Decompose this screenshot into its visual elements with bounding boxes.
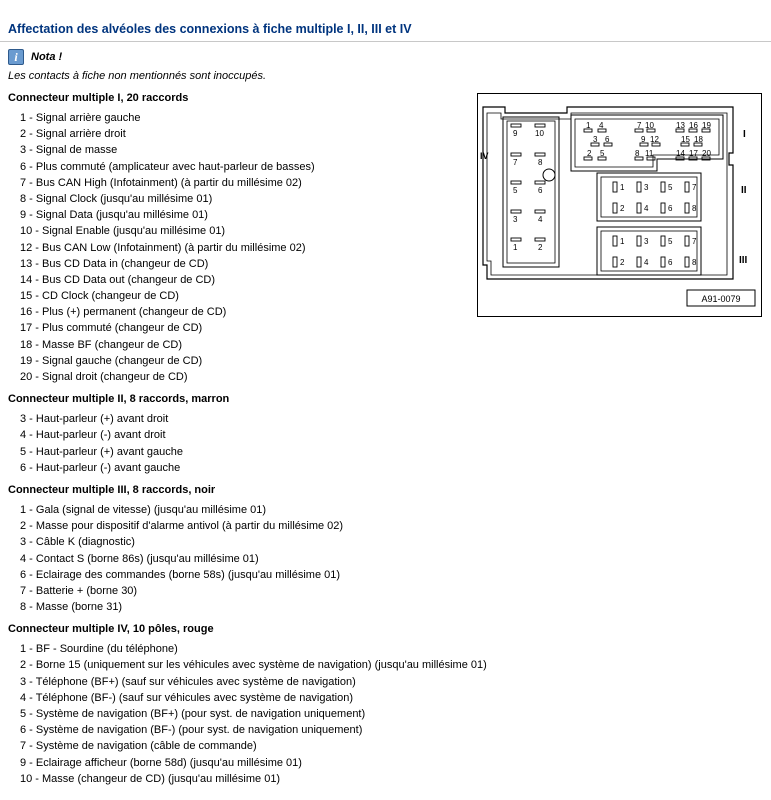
pin-label: 2 bbox=[587, 149, 592, 158]
label-connector-iii: III bbox=[739, 255, 748, 266]
pin-label: 18 bbox=[694, 135, 703, 144]
pin-label: 5 bbox=[513, 186, 518, 195]
pin-label: 12 bbox=[650, 135, 659, 144]
list-item: 3 - Signal de masse bbox=[20, 144, 118, 157]
pin-label: 20 bbox=[702, 149, 711, 158]
pin-label: 3 bbox=[513, 215, 518, 224]
pin-label: 17 bbox=[689, 149, 698, 158]
pin-label: 1 bbox=[586, 121, 591, 130]
pin-label: 1 bbox=[620, 183, 625, 192]
title-divider bbox=[0, 41, 771, 42]
pin-label: 8 bbox=[692, 204, 697, 213]
list-item: 9 - Signal Data (jusqu'au millésime 01) bbox=[20, 209, 208, 222]
list-item: 1 - Signal arrière gauche bbox=[20, 112, 141, 124]
pin-label: 5 bbox=[668, 237, 673, 246]
pin-label: 16 bbox=[689, 121, 698, 130]
list-item: 2 - Borne 15 (uniquement sur les véhicules avec système de navigation) (jusqu'au millésime 01) bbox=[20, 659, 487, 672]
pin-label: 13 bbox=[676, 121, 685, 130]
list-item: 8 - Signal Clock (jusqu'au millésime 01) bbox=[20, 192, 213, 205]
pin-label: 7 bbox=[637, 121, 642, 130]
list-item: 4 - Contact S (borne 86s) (jusqu'au millésime 01) bbox=[20, 552, 259, 565]
list-item: 3 - Haut-parleur (+) avant droit bbox=[20, 413, 169, 426]
pin-label: 5 bbox=[668, 183, 673, 192]
pin-label: 7 bbox=[692, 237, 697, 246]
pin-label: 3 bbox=[644, 183, 649, 192]
info-icon: i bbox=[8, 49, 24, 65]
pin-label: 8 bbox=[538, 158, 543, 167]
pin-label: 15 bbox=[681, 135, 690, 144]
list-item: 10 - Masse (changeur de CD) (jusqu'au millésime 01) bbox=[20, 772, 281, 785]
connector-section-2 bbox=[0, 391, 470, 476]
connector-section-4 bbox=[0, 621, 487, 787]
section-title: Connecteur multiple I, 20 raccords bbox=[8, 92, 189, 104]
list-item: 6 - Plus commuté (amplicateur avec haut-parleur de basses) bbox=[20, 160, 315, 173]
pin-label: 4 bbox=[644, 204, 649, 213]
connector-diagram bbox=[477, 93, 762, 317]
list-item: 19 - Signal gauche (changeur de CD) bbox=[20, 354, 203, 367]
pin-list bbox=[0, 641, 487, 787]
list-item: 6 - Haut-parleur (-) avant gauche bbox=[20, 461, 181, 474]
list-item: 9 - Eclairage afficheur (borne 58d) (jusqu'au millésime 01) bbox=[20, 756, 302, 769]
connector-section-3 bbox=[0, 482, 470, 615]
pin-label: 2 bbox=[620, 258, 625, 267]
pin-label: 14 bbox=[676, 149, 685, 158]
pin-label: 2 bbox=[538, 243, 543, 252]
list-item: 7 - Système de navigation (câble de commande) bbox=[20, 740, 257, 753]
list-item: 12 - Bus CAN Low (Infotainment) (à partir du millésime 02) bbox=[20, 241, 306, 254]
list-item: 4 - Téléphone (BF-) (sauf sur véhicules avec système de navigation) bbox=[20, 691, 354, 704]
pin-label: 8 bbox=[692, 258, 697, 267]
pin-label: 10 bbox=[645, 121, 654, 130]
list-item: 6 - Système de navigation (BF-) (pour syst. de navigation uniquement) bbox=[20, 724, 363, 737]
label-connector-i: I bbox=[743, 129, 746, 140]
pin-label: 11 bbox=[645, 149, 654, 158]
list-item: 8 - Masse (borne 31) bbox=[20, 601, 123, 614]
list-item: 4 - Haut-parleur (-) avant droit bbox=[20, 429, 166, 442]
label-connector-ii: II bbox=[741, 185, 747, 196]
note-label: Nota ! bbox=[31, 51, 63, 63]
connector-section-1 bbox=[0, 90, 470, 385]
pin-label: 6 bbox=[668, 204, 673, 213]
note-text: Les contacts à fiche non mentionnés sont inoccupés. bbox=[8, 70, 267, 82]
list-item: 1 - Gala (signal de vitesse) (jusqu'au millésime 01) bbox=[20, 503, 267, 516]
section-title: Connecteur multiple III, 8 raccords, noir bbox=[8, 483, 216, 496]
section-title: Connecteur multiple II, 8 raccords, marron bbox=[8, 393, 230, 406]
list-item: 17 - Plus commuté (changeur de CD) bbox=[20, 322, 203, 335]
pin-label: 1 bbox=[513, 243, 518, 252]
pin-label: 19 bbox=[702, 121, 711, 130]
list-item: 16 - Plus (+) permanent (changeur de CD) bbox=[20, 306, 227, 319]
list-item: 3 - Câble K (diagnostic) bbox=[20, 536, 135, 549]
pin-label: 4 bbox=[644, 258, 649, 267]
pin-label: 1 bbox=[620, 237, 625, 246]
list-item: 5 - Système de navigation (BF+) (pour syst. de navigation uniquement) bbox=[20, 708, 366, 720]
list-item: 20 - Signal droit (changeur de CD) bbox=[20, 371, 188, 383]
pin-label: 6 bbox=[668, 258, 673, 267]
pin-label: 10 bbox=[535, 129, 544, 138]
pin-label: 3 bbox=[644, 237, 649, 246]
list-item: 3 - Téléphone (BF+) (sauf sur véhicules avec système de navigation) bbox=[20, 675, 356, 688]
list-item: 15 - CD Clock (changeur de CD) bbox=[20, 290, 179, 303]
pin-label: 5 bbox=[600, 149, 605, 158]
page-title: Affectation des alvéoles des connexions à fiche multiple I, II, III et IV bbox=[8, 22, 412, 36]
pin-label: 7 bbox=[513, 158, 518, 167]
list-item: 2 - Masse pour dispositif d'alarme antivol (à partir du millésime 02) bbox=[20, 520, 344, 533]
pin-label: 6 bbox=[538, 186, 543, 195]
pin-label: 9 bbox=[513, 129, 518, 138]
list-item: 7 - Bus CAN High (Infotainment) (à partir du millésime 02) bbox=[20, 176, 302, 189]
pin-list bbox=[0, 502, 470, 615]
list-item: 2 - Signal arrière droit bbox=[20, 128, 126, 141]
list-item: 5 - Haut-parleur (+) avant gauche bbox=[20, 445, 183, 458]
list-item: 14 - Bus CD Data out (changeur de CD) bbox=[20, 273, 216, 286]
list-item: 18 - Masse BF (changeur de CD) bbox=[20, 338, 183, 351]
list-item: 10 - Signal Enable (jusqu'au millésime 01) bbox=[20, 225, 226, 238]
list-item: 7 - Batterie + (borne 30) bbox=[20, 584, 138, 597]
pin-list bbox=[0, 411, 470, 476]
pin-label: 4 bbox=[599, 121, 604, 130]
pin-label: 4 bbox=[538, 215, 543, 224]
pin-label: 8 bbox=[635, 149, 640, 158]
pin-label: 6 bbox=[605, 135, 610, 144]
connector-list bbox=[0, 90, 487, 793]
label-connector-iv: IV bbox=[480, 151, 489, 161]
pin-label: 3 bbox=[593, 135, 598, 144]
pin-list bbox=[0, 110, 470, 385]
section-title: Connecteur multiple IV, 10 pôles, rouge bbox=[8, 623, 214, 636]
list-item: 13 - Bus CD Data in (changeur de CD) bbox=[20, 257, 209, 270]
pin-label: 9 bbox=[641, 135, 646, 144]
diagram-ref: A91-0079 bbox=[701, 294, 741, 304]
list-item: 1 - BF - Sourdine (du téléphone) bbox=[20, 643, 178, 656]
pin-label: 7 bbox=[692, 183, 697, 192]
list-item: 6 - Eclairage des commandes (borne 58s) (jusqu'au millésime 01) bbox=[20, 568, 341, 581]
pin-label: 2 bbox=[620, 204, 625, 213]
